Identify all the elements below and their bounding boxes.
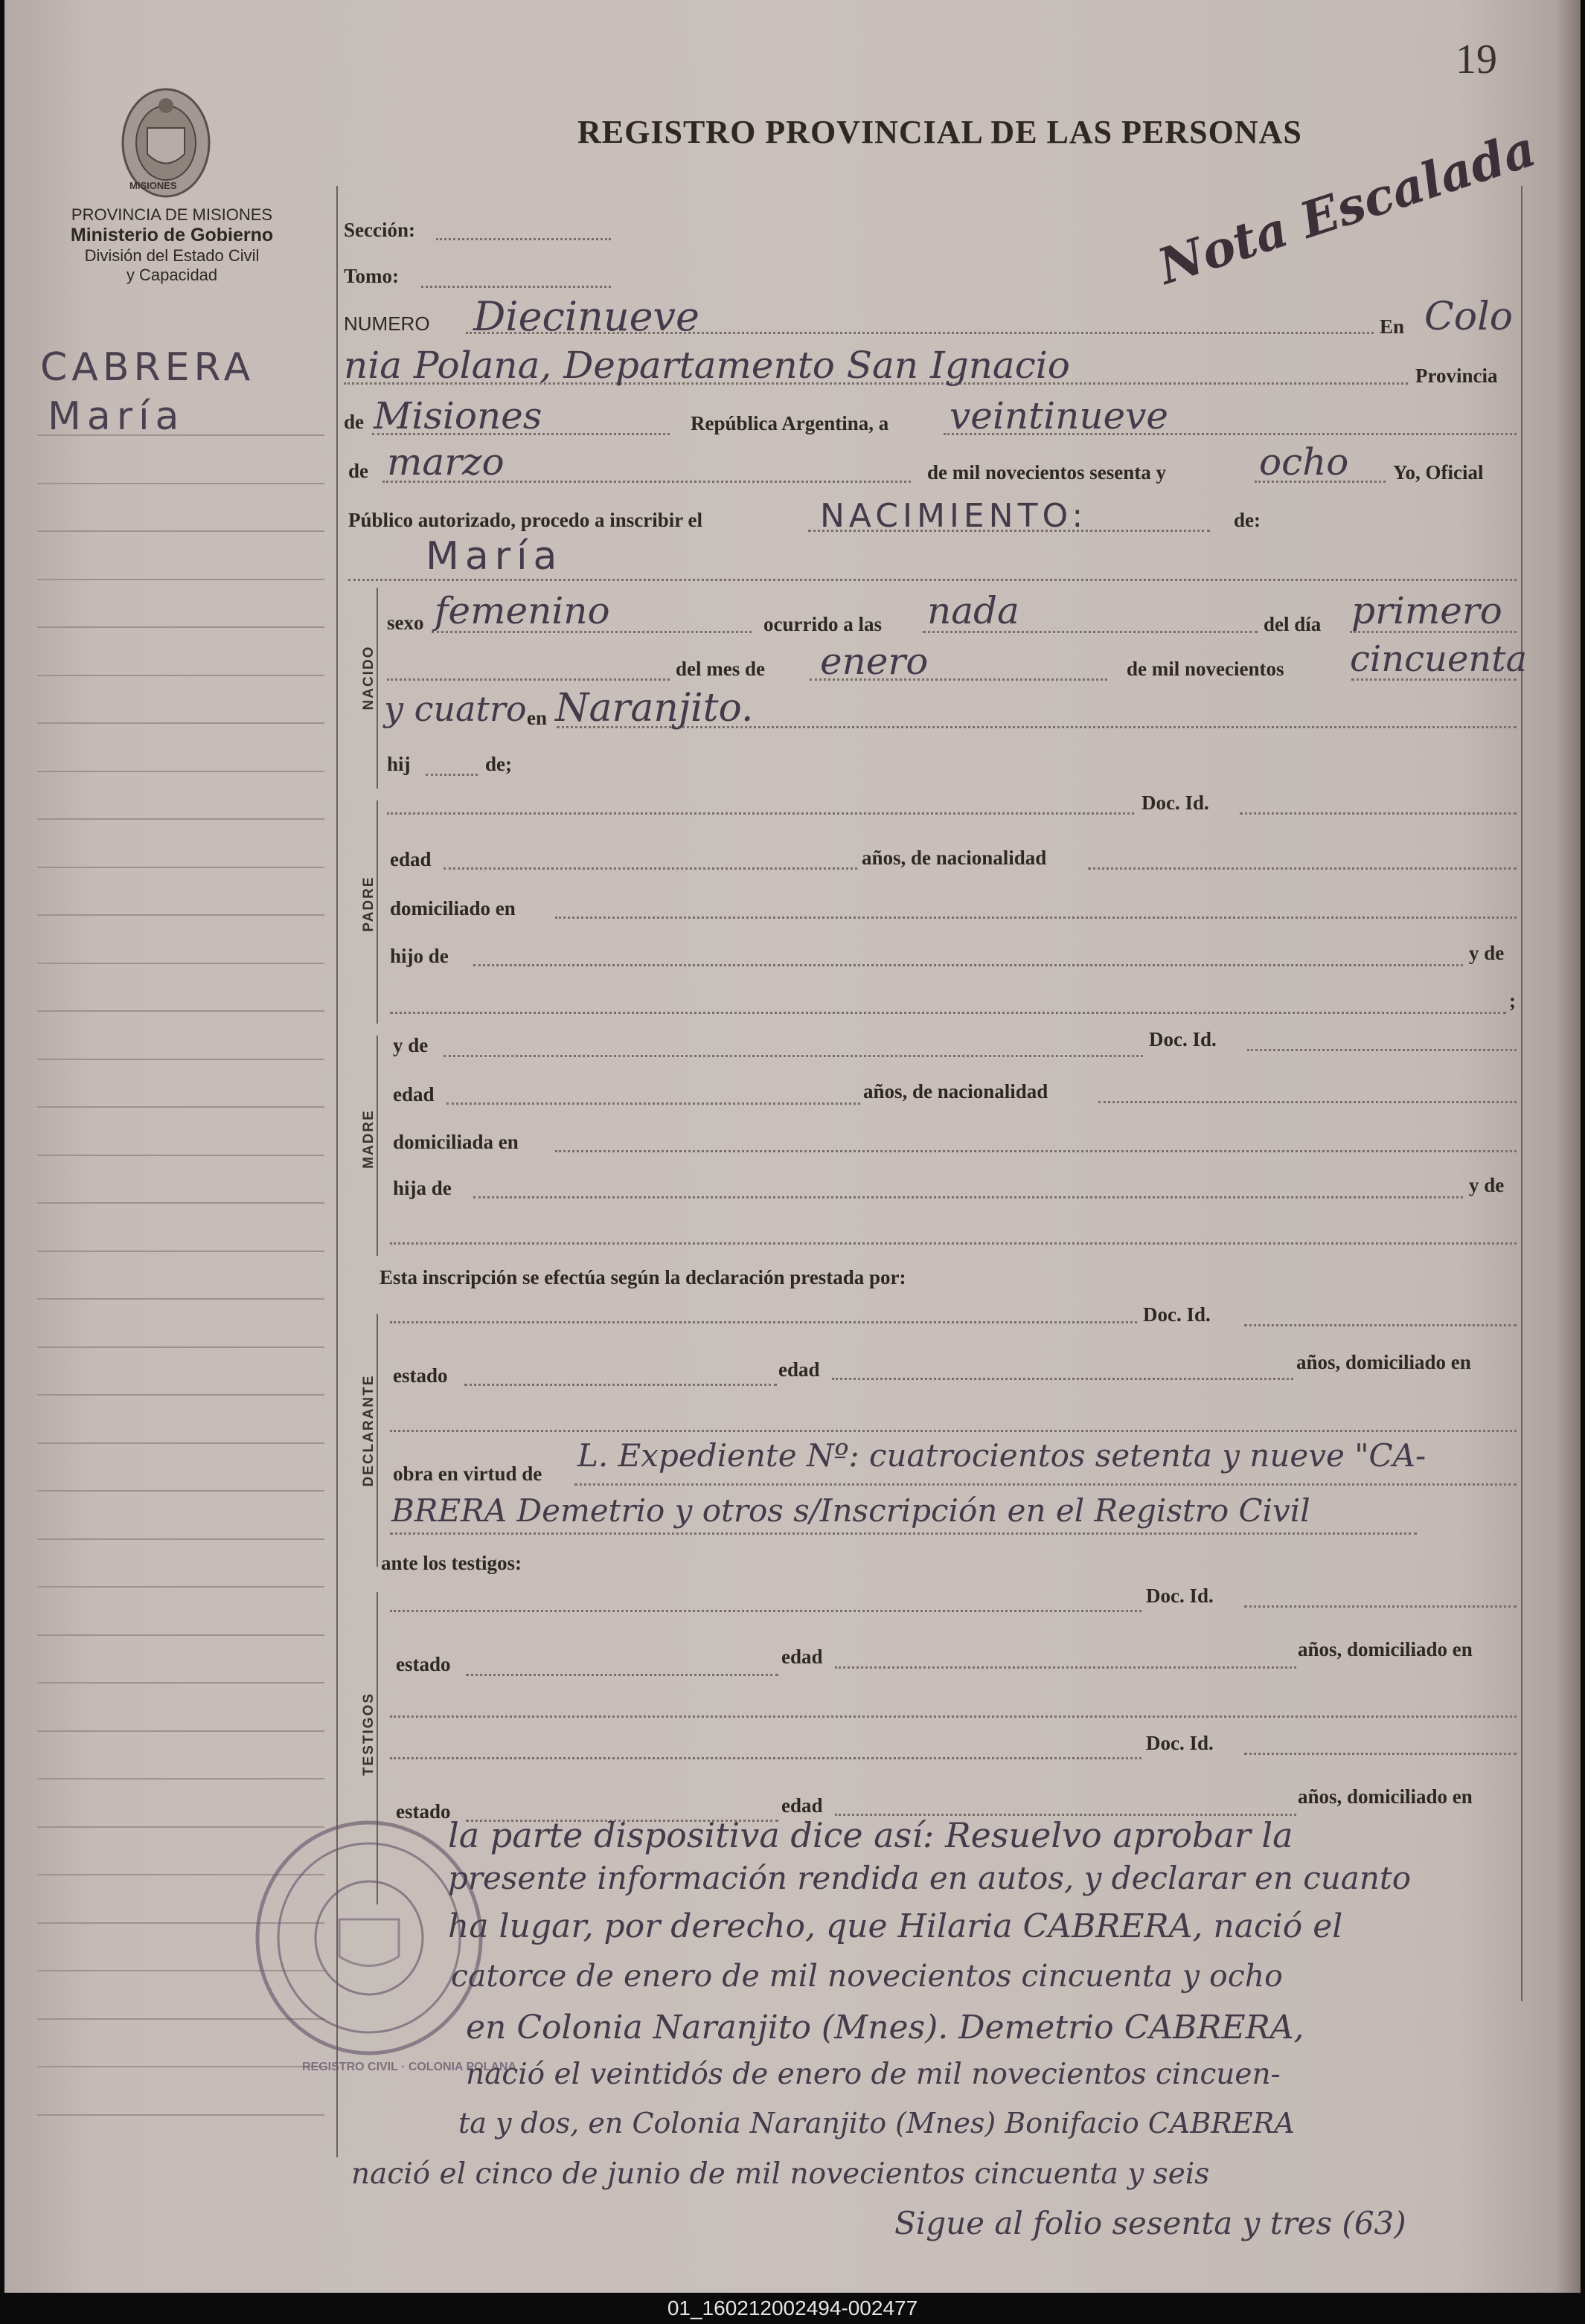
madre-anos-label: años, de nacionalidad	[863, 1080, 1048, 1102]
note-line-3: ha lugar, por derecho, que Hilaria CABRERA, nació el	[448, 1907, 1343, 1945]
division-label-2: y Capacidad	[126, 266, 218, 284]
note-line-4: catorce de enero de mil novecientos cincuenta y ocho	[451, 1958, 1283, 1994]
madre-domicilio-field	[555, 1150, 1517, 1152]
padre-hijo-label: hijo de	[390, 945, 449, 967]
padre-anos-label: años, de nacionalidad	[862, 847, 1047, 869]
anio-nac-value-1: cincuenta	[1350, 638, 1528, 680]
madre-y-de-field	[390, 1242, 1517, 1245]
anio-value: ocho	[1259, 440, 1349, 484]
padre-semicolon: ;	[1509, 989, 1516, 1012]
testigo2-estado-label: estado	[396, 1800, 451, 1823]
padre-domicilio-field	[555, 917, 1517, 919]
acto-value: NACIMIENTO:	[820, 497, 1088, 535]
dia-value: veintinueve	[950, 394, 1168, 437]
lugar-value-1: Colo	[1424, 295, 1514, 339]
madre-nac-field	[1098, 1101, 1517, 1103]
margin-surname: CABRERA	[40, 345, 255, 390]
margin-rule-line	[37, 1346, 324, 1348]
en-label: En	[1380, 315, 1405, 338]
madre-hija-field	[473, 1196, 1463, 1198]
sexo-label: sexo	[387, 612, 424, 634]
margin-rule-line	[37, 1538, 324, 1540]
de-semicolon-label: de;	[485, 753, 512, 775]
numero-label: NUMERO	[344, 312, 430, 335]
mil-nov-label: de mil novecientos	[1127, 658, 1284, 680]
nombre-field	[348, 579, 1517, 581]
hora-value: nada	[927, 589, 1019, 632]
ministry-label: Ministerio de Gobierno	[70, 225, 274, 245]
nacido-section-label: NACIDO	[361, 645, 377, 710]
tomo-label: Tomo:	[344, 265, 400, 287]
page-edge-shadow	[1555, 0, 1581, 2293]
testigo1-domicilio-field	[390, 1715, 1517, 1718]
seccion-label: Sección:	[344, 219, 415, 241]
testigo1-doc-label: Doc. Id.	[1146, 1585, 1214, 1607]
testigo2-edad-label: edad	[781, 1794, 823, 1817]
padre-section-label: PADRE	[361, 876, 377, 932]
ante-testigos-label: ante los testigos:	[381, 1552, 522, 1574]
madre-y-de-label: y de	[393, 1034, 429, 1056]
testigo2-doc-field	[1244, 1753, 1517, 1755]
margin-rule-line	[37, 1010, 324, 1012]
margin-given-name: María	[48, 394, 185, 439]
margin-rule-line	[37, 722, 324, 724]
padre-nombre-field	[387, 812, 1134, 815]
obra-value-2: BRERA Demetrio y otros s/Inscripción en el Registro Civil	[391, 1492, 1310, 1529]
margin-rule-line	[37, 626, 324, 628]
declarante-section-label: DECLARANTE	[361, 1374, 377, 1487]
padre-y-de-label: y de	[1469, 942, 1505, 964]
nombre-value: María	[426, 534, 563, 579]
testigos-section-label: TESTIGOS	[361, 1692, 377, 1776]
note-line-9: Sigue al folio sesenta y tres (63)	[894, 2205, 1406, 2241]
declarante-domicilio-field	[390, 1430, 1517, 1432]
note-line-8: nació el cinco de junio de mil novecientos cincuenta y seis	[351, 2157, 1210, 2191]
testigo1-estado-field	[466, 1674, 778, 1676]
madre-edad-field	[446, 1102, 860, 1105]
testigo1-anos-label: años, domiciliado en	[1298, 1638, 1473, 1660]
testigo2-doc-label: Doc. Id.	[1146, 1732, 1214, 1754]
margin-rule-line	[37, 818, 324, 820]
declarante-estado-label: estado	[393, 1364, 448, 1387]
margin-rule-line	[37, 1634, 324, 1636]
padre-nac-field	[1088, 867, 1517, 870]
madre-domicilio-label: domiciliada en	[393, 1131, 519, 1153]
publico-label: Público autorizado, procedo a inscribir el	[348, 509, 702, 531]
mil-sesenta-label: de mil novecientos sesenta y	[927, 461, 1166, 484]
padre-domicilio-label: domiciliado en	[390, 897, 516, 919]
note-line-2: presente información rendida en autos, y declarar en cuanto	[448, 1860, 1412, 1896]
testigo1-nombre-field	[390, 1610, 1141, 1612]
padre-doc-field	[1240, 812, 1517, 815]
margin-rule-line	[37, 771, 324, 772]
margin-rule-line	[37, 867, 324, 868]
declarante-edad-field	[832, 1378, 1293, 1380]
margin-rule-line	[37, 1106, 324, 1108]
declaracion-label: Esta inscripción se efectúa según la declaración prestada por:	[380, 1266, 906, 1288]
testigo1-edad-label: edad	[781, 1646, 823, 1668]
margin-rule-line	[37, 1394, 324, 1396]
margin-rule-line	[37, 675, 324, 676]
seccion-field	[436, 238, 611, 240]
madre-y-de-label-2: y de	[1469, 1174, 1505, 1196]
margin-rule-line	[37, 579, 324, 580]
margin-rule-line	[37, 2114, 324, 2116]
madre-nombre-field	[444, 1055, 1143, 1057]
margin-rule-line	[37, 1442, 324, 1444]
margin-rule-line	[37, 1730, 324, 1732]
margin-rule-line	[37, 1682, 324, 1683]
lugar-value-2: nia Polana, Departamento San Ignacio	[344, 344, 1070, 387]
madre-doc-label: Doc. Id.	[1149, 1028, 1217, 1050]
de-colon-label: de:	[1234, 509, 1261, 531]
margin-rule-line	[37, 1202, 324, 1204]
margin-rule-line	[37, 963, 324, 964]
lugar-nac-value: Naranjito.	[555, 686, 754, 731]
declarante-estado-field	[464, 1384, 777, 1386]
main-frame-right	[1521, 186, 1522, 2001]
anio-nac-value-2: y cuatro	[384, 689, 527, 729]
provincia-label: Provincia	[1415, 365, 1498, 387]
provincia-value: Misiones	[374, 394, 542, 437]
testigo1-edad-field	[835, 1666, 1296, 1669]
margin-rule-line	[37, 434, 324, 436]
hij-field	[426, 774, 478, 776]
testigo1-doc-field	[1244, 1605, 1517, 1608]
note-line-5: en Colonia Naranjito (Mnes). Demetrio CABRERA,	[466, 2009, 1304, 2047]
testigo2-nombre-field	[390, 1757, 1141, 1759]
mes-nac-value: enero	[820, 640, 929, 683]
testigo2-anos-label: años, domiciliado en	[1298, 1785, 1473, 1808]
numero-value: Diecinueve	[473, 293, 700, 340]
republica-label: República Argentina, a	[691, 412, 889, 434]
padre-doc-label: Doc. Id.	[1141, 792, 1209, 814]
de-label: de	[344, 411, 364, 433]
obra-field-1	[574, 1483, 1517, 1486]
dia-nac-value: primero	[1351, 589, 1502, 632]
note-line-1: la parte dispositiva dice así: Resuelvo aprobar la	[448, 1815, 1293, 1855]
margin-rule-line	[37, 1778, 324, 1779]
padre-hijo-field	[473, 964, 1463, 966]
mes-value: marzo	[387, 440, 505, 484]
mes-nac-pre-field	[387, 678, 670, 681]
obra-value-1: L. Expediente Nº: cuatrocientos setenta y nueve "CA-	[577, 1437, 1426, 1474]
obra-field-2	[390, 1532, 1417, 1535]
declarante-anos-label: años, domiciliado en	[1296, 1351, 1471, 1373]
margin-rule-line	[37, 1251, 324, 1252]
madre-doc-field	[1247, 1049, 1517, 1051]
declarante-doc-label: Doc. Id.	[1143, 1303, 1211, 1326]
province-label: PROVINCIA DE MISIONES	[71, 205, 273, 224]
declarante-doc-field	[1244, 1324, 1517, 1326]
obra-label: obra en virtud de	[393, 1463, 542, 1485]
margin-annotation: Nota Escalada	[1150, 119, 1543, 296]
page-number: 19	[1456, 36, 1497, 83]
margin-rule-line	[37, 2066, 324, 2067]
del-mes-label: del mes de	[676, 658, 765, 680]
padre-y-de-field	[390, 1012, 1506, 1014]
note-line-6: nació el veintidós de enero de mil novecientos cincuen-	[466, 2058, 1281, 2091]
image-id-caption: 01_160212002494-002477	[667, 2296, 918, 2320]
document-title: REGISTRO PROVINCIAL DE LAS PERSONAS	[577, 114, 1302, 150]
margin-rule-line	[37, 1298, 324, 1300]
de-month-label: de	[348, 460, 368, 482]
testigo1-estado-label: estado	[396, 1653, 451, 1675]
stamp-text: REGISTRO CIVIL · COLONIA POLANA	[302, 2061, 517, 2073]
margin-rule-line	[37, 1586, 324, 1588]
declarante-nombre-field	[390, 1321, 1137, 1323]
tomo-field	[421, 286, 611, 288]
declarante-edad-label: edad	[778, 1358, 820, 1381]
madre-hija-label: hija de	[393, 1177, 452, 1199]
madre-section-label: MADRE	[361, 1109, 377, 1169]
note-line-7: ta y dos, en Colonia Naranjito (Mnes) Bonifacio CABRERA	[458, 2107, 1295, 2140]
margin-rule-line	[37, 1155, 324, 1156]
ocurrido-label: ocurrido a las	[763, 613, 882, 635]
sexo-value: femenino	[435, 589, 610, 632]
margin-rule-line	[37, 483, 324, 484]
padre-edad-field	[444, 867, 857, 870]
padre-edad-label: edad	[390, 848, 432, 870]
margin-rule-line	[37, 530, 324, 532]
margin-rule-line	[37, 914, 324, 916]
margin-rule-line	[37, 1059, 324, 1060]
en-place-label: en	[527, 707, 547, 729]
seal-label: MISIONES	[129, 180, 177, 191]
margin-rule-line	[37, 1490, 324, 1492]
madre-edad-label: edad	[393, 1083, 435, 1105]
document-page	[4, 0, 1581, 2293]
division-label: División del Estado Civil	[84, 246, 260, 265]
yo-oficial-label: Yo, Oficial	[1393, 461, 1484, 484]
hij-label: hij	[387, 753, 411, 775]
del-dia-label: del día	[1264, 613, 1322, 635]
